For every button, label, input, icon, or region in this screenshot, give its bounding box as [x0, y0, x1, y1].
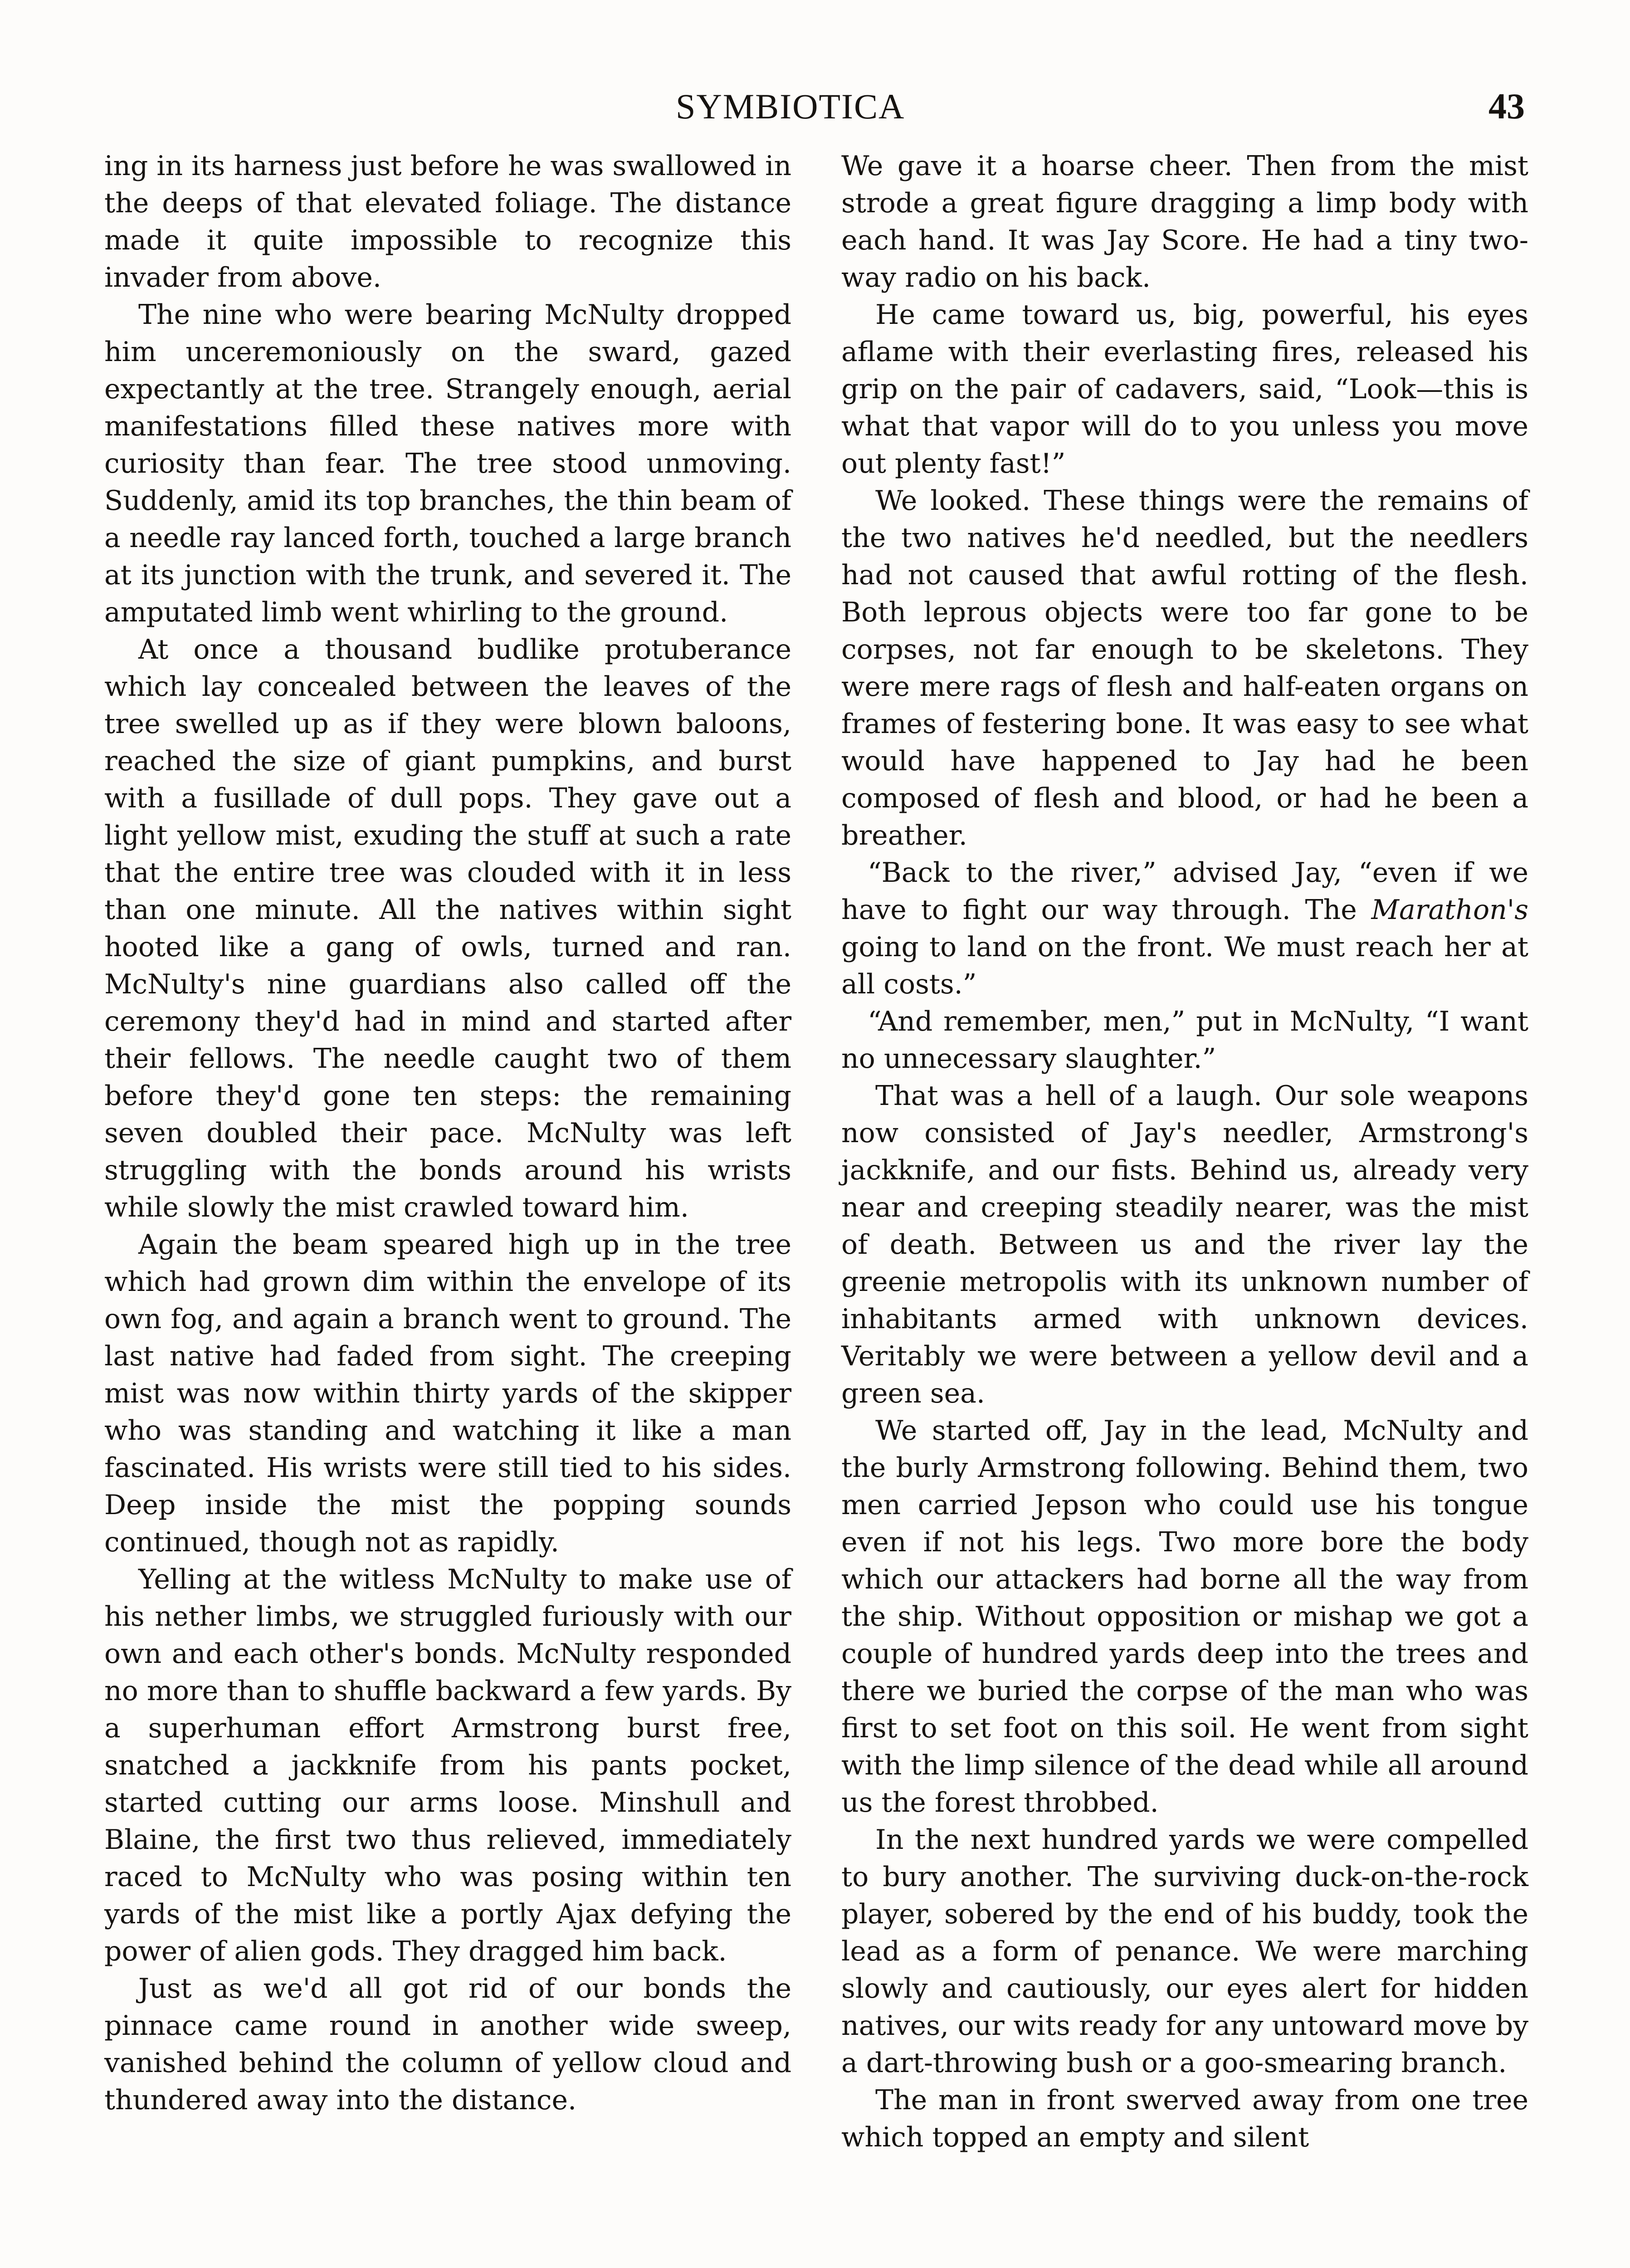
paragraph: In the next hundred yards we were compelled to bury another. The surviving duck-on-the-rock player, sobered by the end of his buddy, took the lead as a form of penance. We were marching slowly and cautiously, our eyes alert for hidden natives, our wits ready for any untoward move by a dart-throwing bush or a goo-smearing branch. [841, 1824, 1528, 2079]
paragraph: “And remember, men,” put in McNulty, “I want no unnecessary slaughter.” [841, 1006, 1528, 1075]
ship-name: Marathon's [1371, 894, 1528, 926]
right-column [841, 147, 1528, 2156]
paragraph: Yelling at the witless McNulty to make use of his nether limbs, we struggled furiously with our own and each other's bonds. McNulty responded no more than to shuffle backward a few yards. By a superhuman effort Armstrong burst free, snatched a jackknife from his pants pocket, started cutting our arms loose. Minshull and Blaine, the first two thus relieved, immediately raced to McNulty who was posing within ten yards of the mist like a portly Ajax defying the power of alien gods. They dragged him back. [104, 1564, 791, 1967]
paragraph: At once a thousand budlike protuberance which lay concealed between the leaves of the tree swelled up as if they were blown baloons, reached the size of giant pumpkins, and burst with a fusillade of dull pops. They gave out a light yellow mist, exuding the stuff at such a rate that the entire tree was clouded with it in less than one minute. All the natives within sight hooted like a gang of owls, turned and ran. McNulty's nine guardians also called off the ceremony they'd had in mind and started after their fellows. The needle caught two of them before they'd gone ten steps: the remaining seven doubled their pace. McNulty was left struggling with the bonds around his wrists while slowly the mist crawled toward him. [104, 634, 791, 1223]
paragraph: That was a hell of a laugh. Our sole weapons now consisted of Jay's needler, Armstrong's jackknife, and our fists. Behind us, already very near and creeping steadily nearer, was the mist of death. Between us and the river lay the greenie metropolis with its unknown number of inhabitants armed with unknown devices. Veritably we were between a yellow devil and a green sea. [841, 1080, 1528, 1409]
paragraph: We gave it a hoarse cheer. Then from the mist strode a great figure dragging a limp body with each hand. It was Jay Score. He had a tiny two-way radio on his back. [841, 150, 1528, 293]
paragraph: Just as we'd all got rid of our bonds the pinnace came round in another wide sweep, vanished behind the column of yellow cloud and thundered away into the distance. [104, 1973, 791, 2116]
paragraph-text: going to land on the front. We must reach her at all costs.” [841, 931, 1528, 1000]
paragraph: We started off, Jay in the lead, McNulty and the burly Armstrong following. Behind them, two men carried Jepson who could use his tongue even if not his legs. Two more bore the body which our attackers had borne all the way from the ship. Without opposition or mishap we got a couple of hundred yards deep into the trees and there we buried the corpse of the man who was first to set foot on this soil. He went from sight with the limp silence of the dead while all around us the forest throbbed. [841, 1415, 1528, 1818]
left-column [104, 147, 791, 2119]
paragraph: ing in its harness just before he was swallowed in the deeps of that elevated foliage. The distance made it quite impossible to recognize this invader from above. [104, 150, 791, 293]
paragraph: The man in front swerved away from one tree which topped an empty and silent [841, 2084, 1528, 2153]
paragraph: He came toward us, big, powerful, his eyes aflame with their everlasting fires, released his grip on the pair of cadavers, said, “Look—this is what that vapor will do to you unless you move out plenty fast!” [841, 299, 1528, 479]
paragraph-text: “Back to the river,” advised Jay, “even if we have to fight our way through. The [841, 857, 1528, 926]
paragraph [841, 854, 1528, 1003]
page-number: 43 [1488, 87, 1525, 127]
running-title: SYMBIOTICA [676, 87, 905, 126]
paragraph: Again the beam speared high up in the tree which had grown dim within the envelope of its own fog, and again a branch went to ground. The last native had faded from sight. The creeping mist was now within thirty yards of the skipper who was standing and watching it like a man fascinated. His wrists were still tied to his sides. Deep inside the mist the popping sounds continued, though not as rapidly. [104, 1229, 791, 1558]
paragraph: We looked. These things were the remains of the two natives he'd needled, but the needlers had not caused that awful rotting of the flesh. Both leprous objects were too far gone to be corpses, not far enough to be skeletons. They were mere rags of flesh and half-eaten organs on frames of festering bone. It was easy to see what would have happened to Jay had he been composed of flesh and blood, or had he been a breather. [841, 485, 1528, 851]
paragraph: The nine who were bearing McNulty dropped him unceremoniously on the sward, gazed expectantly at the tree. Strangely enough, aerial manifestations filled these natives more with curiosity than fear. The tree stood unmoving. Suddenly, amid its top branches, the thin beam of a needle ray lanced forth, touched a large branch at its junction with the trunk, and severed it. The amputated limb went whirling to the ground. [104, 299, 791, 628]
